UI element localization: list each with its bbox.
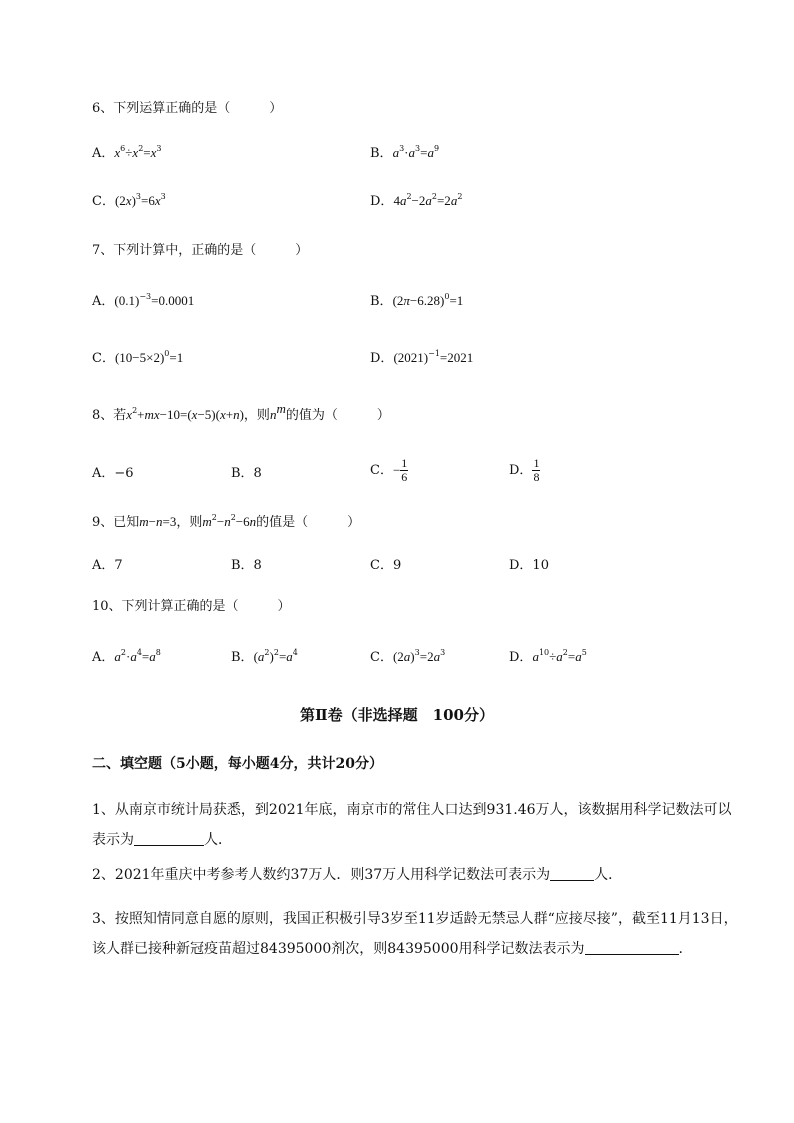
fill-question-3 [92,904,742,964]
option-label: C． [92,194,115,209]
question-7-stem: 7、下列计算中，正确的是（ ） [92,243,309,258]
option-label: B． [370,146,393,161]
question-9-option-c: C．9 [370,558,402,573]
question-text-end: . [678,941,683,957]
question-6-option-b: B．$a^3\cdot a^3=a^9$ [370,144,440,161]
question-text-end: 人． [204,832,232,848]
option-label: D． [370,351,394,366]
question-10-option-d: D．$a^{10}\div a^2=a^5$ [509,648,587,665]
question-9-option-b: B．8 [231,558,262,573]
option-label: A． [92,294,115,309]
option-label: C． [370,463,393,478]
question-7-option-d: D．$(2021)^{-1}=2021$ [370,349,474,366]
option-label: D． [370,194,394,209]
option-label: D． [509,650,533,665]
option-label: B． [231,650,254,665]
fraction: $\frac{1}{8}$ [533,456,540,484]
question-6-option-a: A．$x^6\div x^2=x^3$ [92,144,162,161]
question-6-stem: 6、下列运算正确的是（ ） [92,101,283,116]
question-9-stem: 9、已知m−n=3，则$m^2-n^2-6n$的值是（ ） [92,513,361,530]
option-label: A． [92,146,115,161]
question-text: 1、从南京市统计局获悉，到2021年底，南京市的常住人口达到931.46万人，该数据用科学记数法可以表示为 [92,802,732,848]
stem-suffix: 的值是（ ） [256,515,361,530]
question-6-option-c: C．$(2x)^3=6x^3$ [92,192,166,209]
option-label: C． [92,351,115,366]
section-subtitle: 二、填空题（5小题，每小题4分，共计20分） [92,756,383,772]
option-label: A． [92,650,115,665]
question-6-option-d: D．$4a^2-2a^2=2a^2$ [370,192,463,209]
stem-mid: ，则 [176,515,203,530]
stem-mid: ，则 [243,408,270,423]
question-8-option-b: B．8 [231,466,262,481]
question-10-stem: 10、下列计算正确的是（ ） [92,599,291,614]
option-label: B． [370,294,393,309]
question-7-option-b: B．$(2\pi-6.28)^0=1$ [370,292,464,309]
section-title: 第Ⅱ卷（非选择题 100分） [300,706,494,724]
question-8-option-c: C．− $\frac{1}{6}$ [370,456,408,484]
option-label: C． [370,650,393,665]
question-10-option-c: C．$(2a)^3=2a^3$ [370,648,446,665]
question-text: 2、2021年重庆中考参考人数约37万人．则37万人用科学记数法可表示为 [92,867,551,883]
answer-blank[interactable] [550,866,594,881]
question-7-option-a: A．$(0.1)^{-3}=0.0001$ [92,292,195,309]
fill-question-1 [92,795,742,855]
question-7-option-c: C．$(10-5\times 2)^0=1$ [92,349,184,366]
question-9-option-a: A．7 [92,558,123,573]
question-text-end: 人． [594,867,623,883]
question-8-option-d [509,457,540,484]
question-9-option-d: D．10 [509,558,549,573]
answer-blank[interactable] [585,940,679,955]
question-text: 3、按照知情同意自愿的原则，我国正积极引导3岁至11岁适龄无禁忌人群“应接尽接”，截至11月13日，该人群已接种新冠疫苗超过84395000剂次，则84395000用科学记数法表示为 [92,911,738,957]
option-label: D． [509,463,533,478]
question-10-option-b: B．$(a^2)^2=a^4$ [231,648,298,665]
stem-prefix: 9、已知 [92,515,140,530]
question-8-stem: 8、若$x^2+mx-10=(x-5)(x+n)$，则$n^m$的值为（ ） [92,401,390,423]
stem-suffix: 的值为（ ） [285,408,390,423]
question-10-option-a: A．$a^2\cdot a^4=a^8$ [92,648,161,665]
answer-blank[interactable] [134,831,204,846]
question-8-option-a: A．−6 [92,466,134,481]
stem-prefix: 8、若 [92,408,127,423]
fraction: $\frac{1}{6}$ [401,456,408,484]
fill-question-2 [92,860,742,890]
